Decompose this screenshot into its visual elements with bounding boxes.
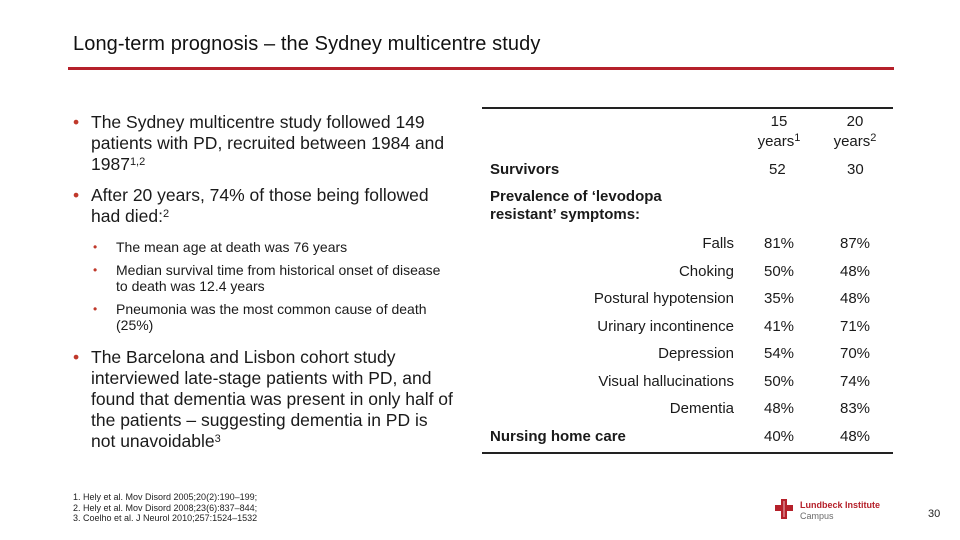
page-number: 30	[928, 508, 941, 520]
row-label-survivors: Survivors	[490, 161, 560, 178]
row-label-nursing-home: Nursing home care	[490, 428, 626, 445]
sub-bullet-text: Median survival time from historical onset of disease to death was 12.4 years	[116, 261, 441, 294]
cell-nursing-15: 40%	[764, 428, 795, 445]
bullet-text: After 20 years, 74% of those being followed had died:	[91, 185, 429, 226]
bullet-text: The Sydney multicentre study followed 149 patients with PD, recruited between 1984 and 1987	[91, 112, 445, 174]
sub-bullet-text: The mean age at death was 76 years	[116, 239, 348, 255]
reference-item: 3. Coelho et al. J Neurol 2010;257:1524–1532	[73, 513, 258, 523]
symptom-value-15: 48%	[764, 400, 795, 417]
bullet-sydney-study	[73, 112, 453, 175]
symptom-value-15: 50%	[764, 263, 795, 280]
symptom-value-20: 87%	[840, 235, 871, 252]
title-divider	[68, 67, 894, 70]
column-header-15-years: 15 years$^1$	[757, 113, 801, 150]
bullet-mortality	[73, 185, 453, 227]
table-bottom-rule	[482, 452, 893, 454]
symptom-label: Urinary incontinence	[597, 318, 734, 335]
bullet-list	[73, 112, 453, 452]
reference-item: 1. Hely et al. Mov Disord 2005;20(2):190–199;	[73, 492, 258, 502]
symptom-label: Choking	[678, 263, 734, 280]
symptom-value-15: 41%	[764, 318, 795, 335]
citation-superscript: 2	[163, 208, 170, 220]
sub-bullet-pneumonia	[73, 301, 453, 334]
symptom-value-20: 70%	[840, 345, 871, 362]
symptom-value-20: 83%	[840, 400, 871, 417]
symptom-value-20: 48%	[840, 263, 871, 280]
row-label-prevalence: Prevalence of ‘levodopa resistant’ symptoms:	[490, 188, 662, 223]
citation-superscript: 3	[214, 432, 221, 445]
symptom-value-15: 81%	[764, 235, 795, 252]
logo-name: Lundbeck Institute	[800, 500, 881, 510]
sub-bullet-icon: •	[93, 240, 98, 254]
sub-bullet-icon: •	[93, 262, 98, 277]
sub-bullet-icon: •	[93, 301, 98, 316]
symptom-value-20: 74%	[840, 373, 871, 390]
logo-subtitle: Campus	[800, 511, 834, 521]
bullet-icon: •	[73, 185, 80, 205]
citation-superscript: 1,2	[129, 156, 146, 168]
symptom-value-20: 48%	[840, 290, 871, 307]
symptom-label: Falls	[702, 235, 734, 252]
bullet-text: The Barcelona and Lisbon cohort study interviewed late-stage patients with PD, and found that dementia was present in only half of the patients – suggesting dementia in PD is not unavoidable	[91, 346, 453, 451]
lundbeck-cross-icon	[774, 498, 794, 520]
cell-survivors-20: 30	[847, 161, 864, 178]
cell-survivors-15: 52	[769, 161, 786, 178]
symptom-label: Depression	[658, 345, 734, 362]
lundbeck-logo	[774, 498, 899, 524]
bullet-icon: •	[73, 346, 80, 367]
cell-nursing-20: 48%	[840, 428, 871, 445]
reference-item: 2. Hely et al. Mov Disord 2008;23(6):837–844;	[73, 502, 258, 513]
symptom-value-15: 50%	[764, 373, 795, 390]
bullet-barcelona-lisbon	[73, 347, 453, 452]
column-header-20-years: 20 years$^2$	[833, 113, 877, 150]
sub-bullet-mean-age	[73, 239, 453, 256]
symptom-value-15: 35%	[764, 290, 795, 307]
symptom-label: Visual hallucinations	[598, 373, 734, 390]
symptom-label: Postural hypotension	[593, 290, 734, 307]
sub-bullet-survival	[73, 262, 453, 295]
references	[73, 492, 257, 524]
symptom-value-15: 54%	[764, 345, 795, 362]
slide-title: Long-term prognosis – the Sydney multicentre study	[73, 33, 541, 55]
bullet-icon: •	[73, 112, 80, 132]
table-top-rule	[482, 107, 893, 109]
symptom-value-20: 71%	[840, 318, 871, 335]
sub-bullet-text: Pneumonia was the most common cause of death (25%)	[116, 300, 427, 333]
symptom-label: Dementia	[669, 400, 734, 417]
